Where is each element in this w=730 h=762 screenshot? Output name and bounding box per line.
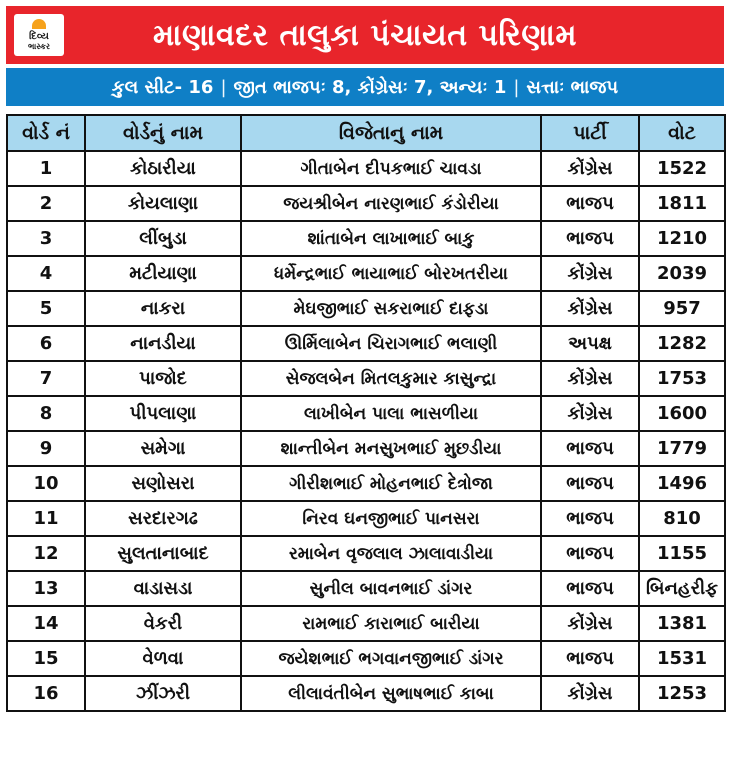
ward-no-cell: 12 — [7, 536, 85, 571]
ward-name-cell: સુલતાનાબાદ — [85, 536, 241, 571]
winner-name-cell: શાન્તીબેન મનસુખભાઈ મુછડીયા — [241, 431, 541, 466]
party-cell: ભાજપ — [541, 431, 639, 466]
ward-no-cell: 14 — [7, 606, 85, 641]
ward-no-cell: 15 — [7, 641, 85, 676]
ward-no-cell: 7 — [7, 361, 85, 396]
ward-name-cell: કોઠારીયા — [85, 151, 241, 186]
header-ward-no: વોર્ડ નં — [7, 115, 85, 151]
results-body — [7, 151, 725, 711]
page-title: માણાવદર તાલુકા પંચાયત પરિણામ — [152, 17, 578, 53]
header-winner-name: વિજેતાનુ નામ — [241, 115, 541, 151]
table-row — [7, 291, 725, 326]
ward-name-cell: વેકરી — [85, 606, 241, 641]
ruling-party: સત્તાઃ ભાજપ — [526, 76, 619, 98]
winner-name-cell: ગીતાબેન દીપકભાઈ ચાવડા — [241, 151, 541, 186]
table-row — [7, 431, 725, 466]
summary-bar — [6, 68, 724, 106]
ward-name-cell: સણોસરા — [85, 466, 241, 501]
party-cell: કોંગ્રેસ — [541, 606, 639, 641]
header-banner — [6, 6, 724, 64]
table-row — [7, 221, 725, 256]
winner-name-cell: શાંતાબેન લાખાભાઈ બાકુ — [241, 221, 541, 256]
header-ward-name: વોર્ડનું નામ — [85, 115, 241, 151]
table-row — [7, 466, 725, 501]
winner-name-cell: સુનીલ બાવનભાઈ ડાંગર — [241, 571, 541, 606]
sun-icon — [32, 19, 46, 29]
party-cell: ભાજપ — [541, 186, 639, 221]
ward-name-cell: ઝીંઝરી — [85, 676, 241, 711]
table-row — [7, 501, 725, 536]
votes-cell: 1155 — [639, 536, 725, 571]
ward-name-cell: વેળવા — [85, 641, 241, 676]
ward-name-cell: મટીયાણા — [85, 256, 241, 291]
results-table — [6, 114, 726, 712]
table-row — [7, 641, 725, 676]
ward-no-cell: 1 — [7, 151, 85, 186]
ward-no-cell: 10 — [7, 466, 85, 501]
party-cell: ભાજપ — [541, 466, 639, 501]
table-row — [7, 571, 725, 606]
separator: | — [220, 76, 227, 98]
votes-cell: 1522 — [639, 151, 725, 186]
divya-bhaskar-logo — [14, 14, 64, 56]
ward-no-cell: 13 — [7, 571, 85, 606]
votes-cell: 1282 — [639, 326, 725, 361]
winner-name-cell: ઊર્મિલાબેન ચિરાગભાઈ ભલાણી — [241, 326, 541, 361]
ward-name-cell: લીંબુડા — [85, 221, 241, 256]
party-cell: ભાજપ — [541, 571, 639, 606]
party-cell: અપક્ષ — [541, 326, 639, 361]
table-row — [7, 676, 725, 711]
votes-cell: 2039 — [639, 256, 725, 291]
votes-cell: 1531 — [639, 641, 725, 676]
party-cell: કોંગ્રેસ — [541, 256, 639, 291]
ward-no-cell: 3 — [7, 221, 85, 256]
votes-cell: 1600 — [639, 396, 725, 431]
ward-no-cell: 6 — [7, 326, 85, 361]
party-cell: કોંગ્રેસ — [541, 676, 639, 711]
winner-name-cell: ગીરીશભાઈ મોહનભાઈ દેત્રોજા — [241, 466, 541, 501]
ward-no-cell: 8 — [7, 396, 85, 431]
table-row — [7, 151, 725, 186]
party-cell: કોંગ્રેસ — [541, 396, 639, 431]
logo-text-bottom: ભાસ્કર — [27, 42, 51, 51]
votes-cell: 957 — [639, 291, 725, 326]
party-cell: ભાજપ — [541, 641, 639, 676]
ward-name-cell: નાનડીયા — [85, 326, 241, 361]
win-counts: જીત ભાજપઃ 8, કોંગ્રેસઃ 7, અન્યઃ 1 — [233, 76, 507, 98]
header-party: પાર્ટી — [541, 115, 639, 151]
table-row — [7, 326, 725, 361]
votes-cell: 1496 — [639, 466, 725, 501]
ward-name-cell: પીપલાણા — [85, 396, 241, 431]
winner-name-cell: સેજલબેન મિતલકુમાર કાસુન્દ્રા — [241, 361, 541, 396]
table-row — [7, 186, 725, 221]
party-cell: કોંગ્રેસ — [541, 151, 639, 186]
ward-no-cell: 5 — [7, 291, 85, 326]
winner-name-cell: રામભાઈ કારાભાઈ બારીયા — [241, 606, 541, 641]
winner-name-cell: નિરવ ઘનજીભાઈ પાનસરા — [241, 501, 541, 536]
ward-name-cell: પાજોદ — [85, 361, 241, 396]
ward-name-cell: નાકરા — [85, 291, 241, 326]
ward-name-cell: સરદારગઢ — [85, 501, 241, 536]
winner-name-cell: જયશ્રીબેન નારણભાઈ કંડોરીયા — [241, 186, 541, 221]
table-row — [7, 536, 725, 571]
votes-cell: 1381 — [639, 606, 725, 641]
total-seats: કુલ સીટ- 16 — [111, 76, 214, 98]
winner-name-cell: મેઘજીભાઈ સકરાભાઈ દાફડા — [241, 291, 541, 326]
table-row — [7, 396, 725, 431]
winner-name-cell: ધર્મેન્દ્રભાઈ ભાયાભાઈ બોરખતરીયા — [241, 256, 541, 291]
table-header-row — [7, 115, 725, 151]
votes-cell: 1811 — [639, 186, 725, 221]
votes-cell: બિનહરીફ — [639, 571, 725, 606]
ward-name-cell: સમેગા — [85, 431, 241, 466]
winner-name-cell: લાખીબેન પાલા ભાસળીયા — [241, 396, 541, 431]
ward-name-cell: કોયલાણા — [85, 186, 241, 221]
winner-name-cell: રમાબેન વૃજલાલ ઝાલાવાડીયા — [241, 536, 541, 571]
party-cell: ભાજપ — [541, 536, 639, 571]
party-cell: કોંગ્રેસ — [541, 361, 639, 396]
winner-name-cell: જયેશભાઈ ભગવાનજીભાઈ ડાંગર — [241, 641, 541, 676]
winner-name-cell: લીલાવંતીબેન સુભાષભાઈ કાબા — [241, 676, 541, 711]
votes-cell: 1253 — [639, 676, 725, 711]
logo-text-top: દિવ્ય — [29, 31, 49, 42]
ward-no-cell: 11 — [7, 501, 85, 536]
votes-cell: 1753 — [639, 361, 725, 396]
ward-no-cell: 4 — [7, 256, 85, 291]
table-row — [7, 361, 725, 396]
votes-cell: 1210 — [639, 221, 725, 256]
party-cell: કોંગ્રેસ — [541, 291, 639, 326]
table-row — [7, 606, 725, 641]
party-cell: ભાજપ — [541, 221, 639, 256]
header-votes: વોટ — [639, 115, 725, 151]
party-cell: ભાજપ — [541, 501, 639, 536]
ward-no-cell: 2 — [7, 186, 85, 221]
separator: | — [513, 76, 520, 98]
table-row — [7, 256, 725, 291]
ward-no-cell: 16 — [7, 676, 85, 711]
votes-cell: 810 — [639, 501, 725, 536]
votes-cell: 1779 — [639, 431, 725, 466]
ward-name-cell: વાડાસડા — [85, 571, 241, 606]
ward-no-cell: 9 — [7, 431, 85, 466]
